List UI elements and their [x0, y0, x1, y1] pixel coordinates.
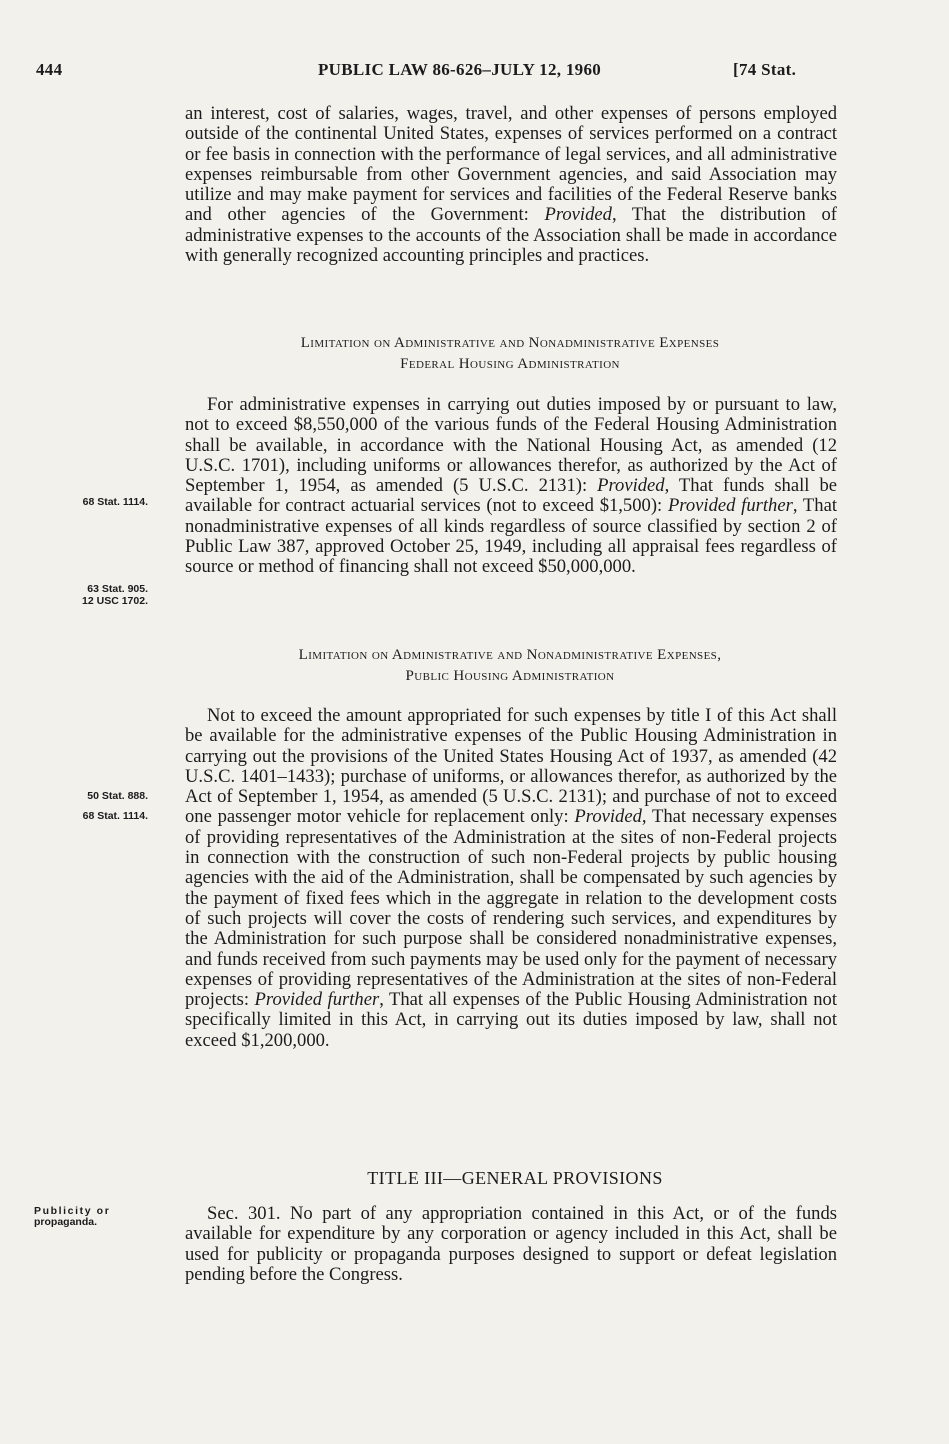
page-number: 444	[36, 60, 63, 79]
section-301-paragraph	[185, 1204, 837, 1285]
margin-note-68-stat: 68 Stat. 1114.	[82, 496, 148, 508]
text: , That nonadministrative expenses of all kinds regardless of source classified by section 2 of Public Law 387, approved October 25, 1949, including all appraisal fees regardless of source or method of financing shall not exceed $50,000,000.	[185, 495, 837, 578]
text: , That the distribution of administrative expenses to the accounts of the Association shall be made in accordance with generally recognized accounting principles and practices.	[185, 204, 837, 267]
statute-reference: [74 Stat.	[733, 60, 797, 79]
margin-note-publicity: Publicity or	[34, 1205, 111, 1217]
continuation-paragraph	[185, 104, 837, 266]
margin-note-12-usc: 12 USC 1702.	[82, 595, 148, 607]
margin-note-propaganda: propaganda.	[34, 1216, 98, 1228]
title-three-heading: TITLE III—GENERAL PROVISIONS	[367, 1168, 663, 1188]
provided-further-italic: Provided further	[254, 989, 380, 1011]
provided-italic: Provided	[544, 204, 612, 226]
text: Not to exceed the amount appropriated for such expenses by title I of this Act shall be available for the administrative expenses of the Public Housing Administration in carrying out the provisions of the United States Housing Act of 1937, as amended (42 U.S.C. 1401–1433); purchase of uniforms, or allowances therefor, as authorized by the Act of September 1, 1954, as amended (5 U.S.C. 2131); and purchase of not to exceed one passenger motor vehicle for replacement only:	[185, 705, 837, 828]
text: , That all expenses of the Public Housing Administration not specifically limited in this Act, in carrying out its duties imposed by law, shall not exceed $1,200,000.	[185, 989, 837, 1051]
pha-paragraph	[185, 706, 837, 1051]
running-title: PUBLIC LAW 86-626–JULY 12, 1960	[318, 60, 602, 79]
text: an interest, cost of salaries, wages, travel, and other expenses of persons employed outside of the continental United States, expenses of services performed on a contract or fee basis in connection with the performance of legal services, and all administrative expenses reimbursable from other Government agencies, and said Association may utilize and may make payment for services and facilities of the Federal Reserve banks and other agencies of the Government:	[185, 103, 837, 226]
margin-note-63-stat: 63 Stat. 905.	[87, 583, 148, 595]
pha-heading-line2: Public Housing Administration	[405, 668, 615, 684]
section-301-text: Sec. 301. No part of any appropriation contained in this Act, or of the funds available for expenditure by any corporation or agency included in this Act, shall be used for publicity or propaganda purposes designed to support or defeat legislation pending before the Congress.	[185, 1203, 837, 1285]
text: For administrative expenses in carrying out duties imposed by or pursuant to law, not to exceed $8,550,000 of the various funds of the Federal Housing Administration shall be available, in accordance with the National Housing Act, as amended (12 U.S.C. 1701), including uniforms or allowances therefor, as authorized by the Act of September 1, 1954, as amended (5 U.S.C. 2131):	[185, 394, 837, 497]
provided-italic: Provided	[597, 475, 665, 497]
provided-italic: Provided	[574, 806, 642, 828]
fha-paragraph	[185, 395, 837, 578]
pha-heading-line1: Limitation on Administrative and Nonadministrative Expenses,	[298, 647, 722, 663]
text: , That necessary expenses of providing representatives of the Administration at the sites of non-Federal projects in connection with the construction of such non-Federal projects by public housing agencies with the aid of the Administration, shall be compensated by such agencies by the payment of fixed fees which in the aggregate in relation to the development costs of such projects will cover the costs of rendering such services, and expenditures by the Administration for such purpose shall be considered nonadministrative expenses, and funds received from such payments may be used only for the payment of necessary expenses of providing representatives of the Administration at the sites of non-Federal projects:	[185, 806, 837, 1011]
fha-heading-line1: Limitation on Administrative and Nonadministrative Expenses	[300, 335, 720, 351]
fha-heading-line2: Federal Housing Administration	[400, 356, 620, 372]
text: , That funds shall be available for contract actuarial services (not to exceed $1,500):	[185, 475, 838, 517]
provided-further-italic: Provided further	[667, 495, 793, 517]
margin-note-50-stat: 50 Stat. 888.	[87, 790, 148, 802]
margin-note-68-stat-2: 68 Stat. 1114.	[82, 810, 148, 822]
